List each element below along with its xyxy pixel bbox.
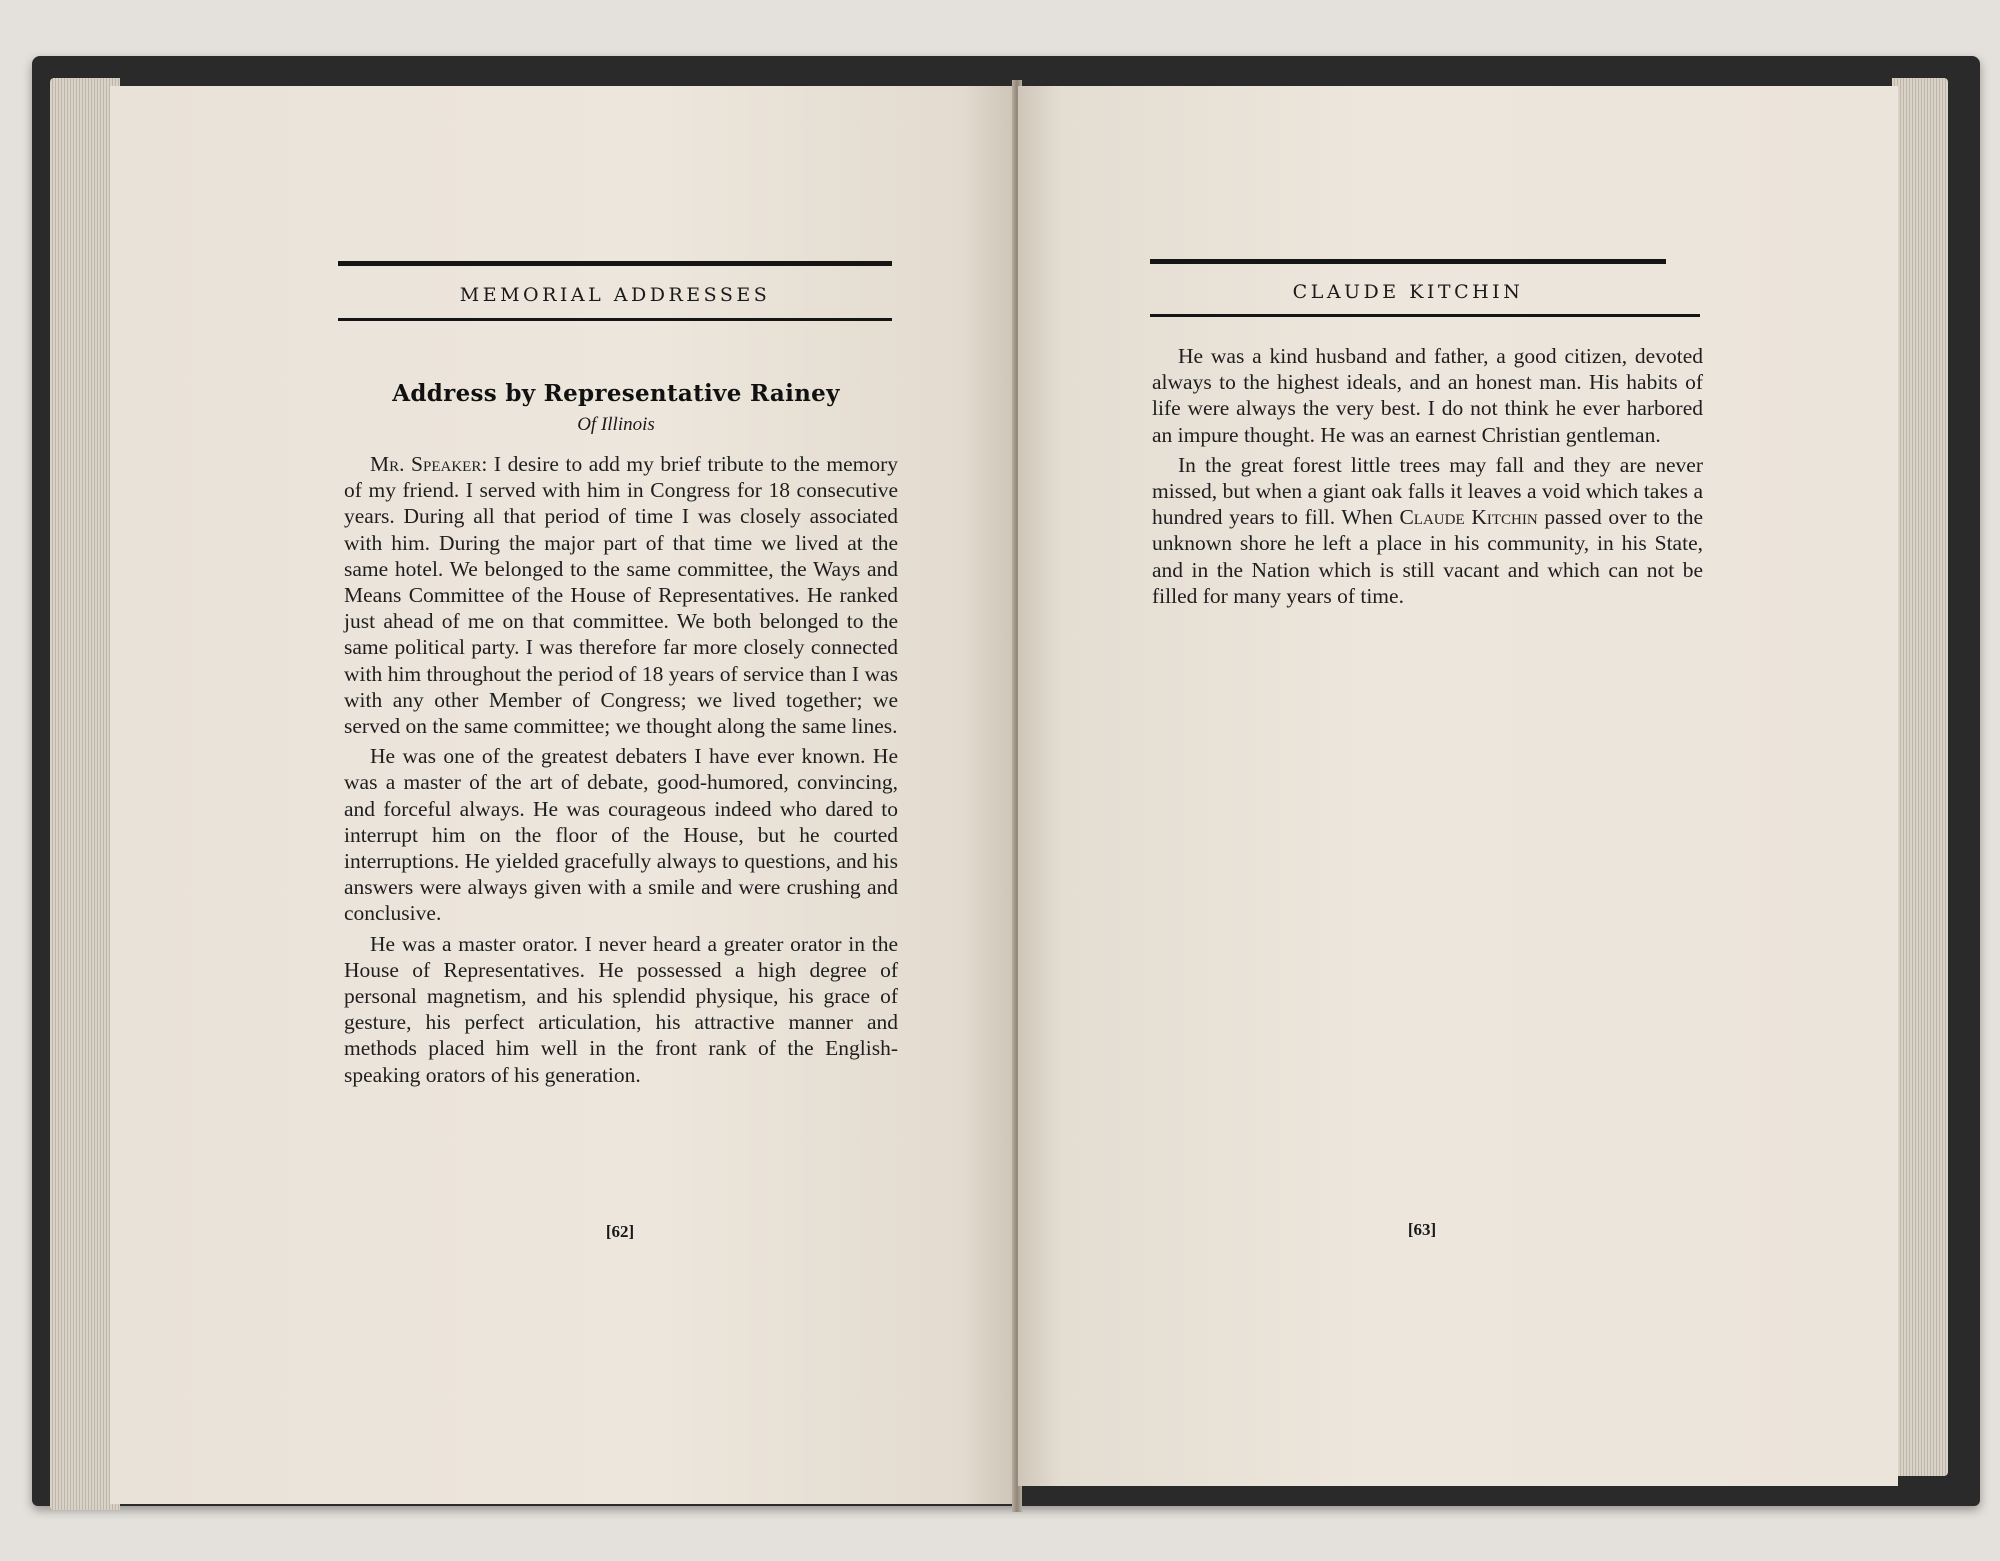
- name-small-caps: Claude Kitchin: [1399, 505, 1538, 530]
- paragraph-5-before: In the great forest little trees may fall and they are never missed, but when a giant oak falls it leaves a void which takes a hundred years to fill. When: [1152, 452, 1703, 530]
- left-bottom-rule: [338, 318, 892, 321]
- right-body-text: [1152, 343, 1703, 613]
- left-folio: [62]: [605, 1222, 635, 1241]
- left-top-rule: [338, 261, 892, 266]
- paragraph-4: He was a kind husband and father, a good citizen, devoted always to the highest ideals, and an honest man. His habits of life were always the very best. I do not think he ever harbored an impure thought. He was an earnest Christian gentleman.: [1152, 344, 1703, 447]
- paragraph-1-text: : I desire to add my brief tribute to the memory of my friend. I served with him in Congress for 18 consecutive years. During all that period of time I was closely associated with him. During the major part of that time we lived at the same hotel. We belonged to the same committee, the Ways and Means Committee of the House of Representatives. He ranked just ahead of me on that committee. We both belonged to the same political party. I was therefore far more closely connected with him throughout the period of 18 years of service than I was with any other Member of Congress; we lived together; we served on the same committee; we thought along the same lines.: [344, 452, 898, 739]
- right-folio: [63]: [1407, 1220, 1437, 1239]
- paragraph-3: He was a master orator. I never heard a greater orator in the House of Representatives. He possessed a high degree of personal magnetism, and his splendid physique, his grace of gesture, his perfect articulation, his attractive manner and methods placed him well in the front rank of the English-speaking orators of his generation.: [344, 931, 898, 1087]
- paragraph-2: He was one of the greatest debaters I have ever known. He was a master of the art of debate, good-humored, convincing, and forceful always. He was courageous indeed who dared to interrupt him on the floor of the House, but he courted interruptions. He yielded gracefully always to questions, and his answers were always given with a smile and were crushing and conclusive.: [344, 744, 898, 926]
- page-edges-right: [1892, 78, 1948, 1476]
- right-top-rule: [1150, 259, 1666, 264]
- speaker-address: Mr. Speaker: [370, 452, 482, 476]
- paragraph-1: [344, 451, 898, 739]
- left-running-head: MEMORIAL ADDRESSES: [459, 284, 771, 306]
- right-bottom-rule: [1150, 314, 1700, 317]
- paragraph-5-after: passed over to the unknown shore he left a place in his community, in his State, and in the Nation which is still vacant and which can not be filled for many years of time.: [1152, 505, 1703, 608]
- address-subtitle: Of Illinois: [577, 414, 655, 435]
- address-title: Address by Representative Rainey: [392, 380, 840, 407]
- right-running-head: CLAUDE KITCHIN: [1292, 281, 1524, 303]
- left-body-text: [344, 451, 898, 1092]
- paragraph-5: [1152, 452, 1703, 609]
